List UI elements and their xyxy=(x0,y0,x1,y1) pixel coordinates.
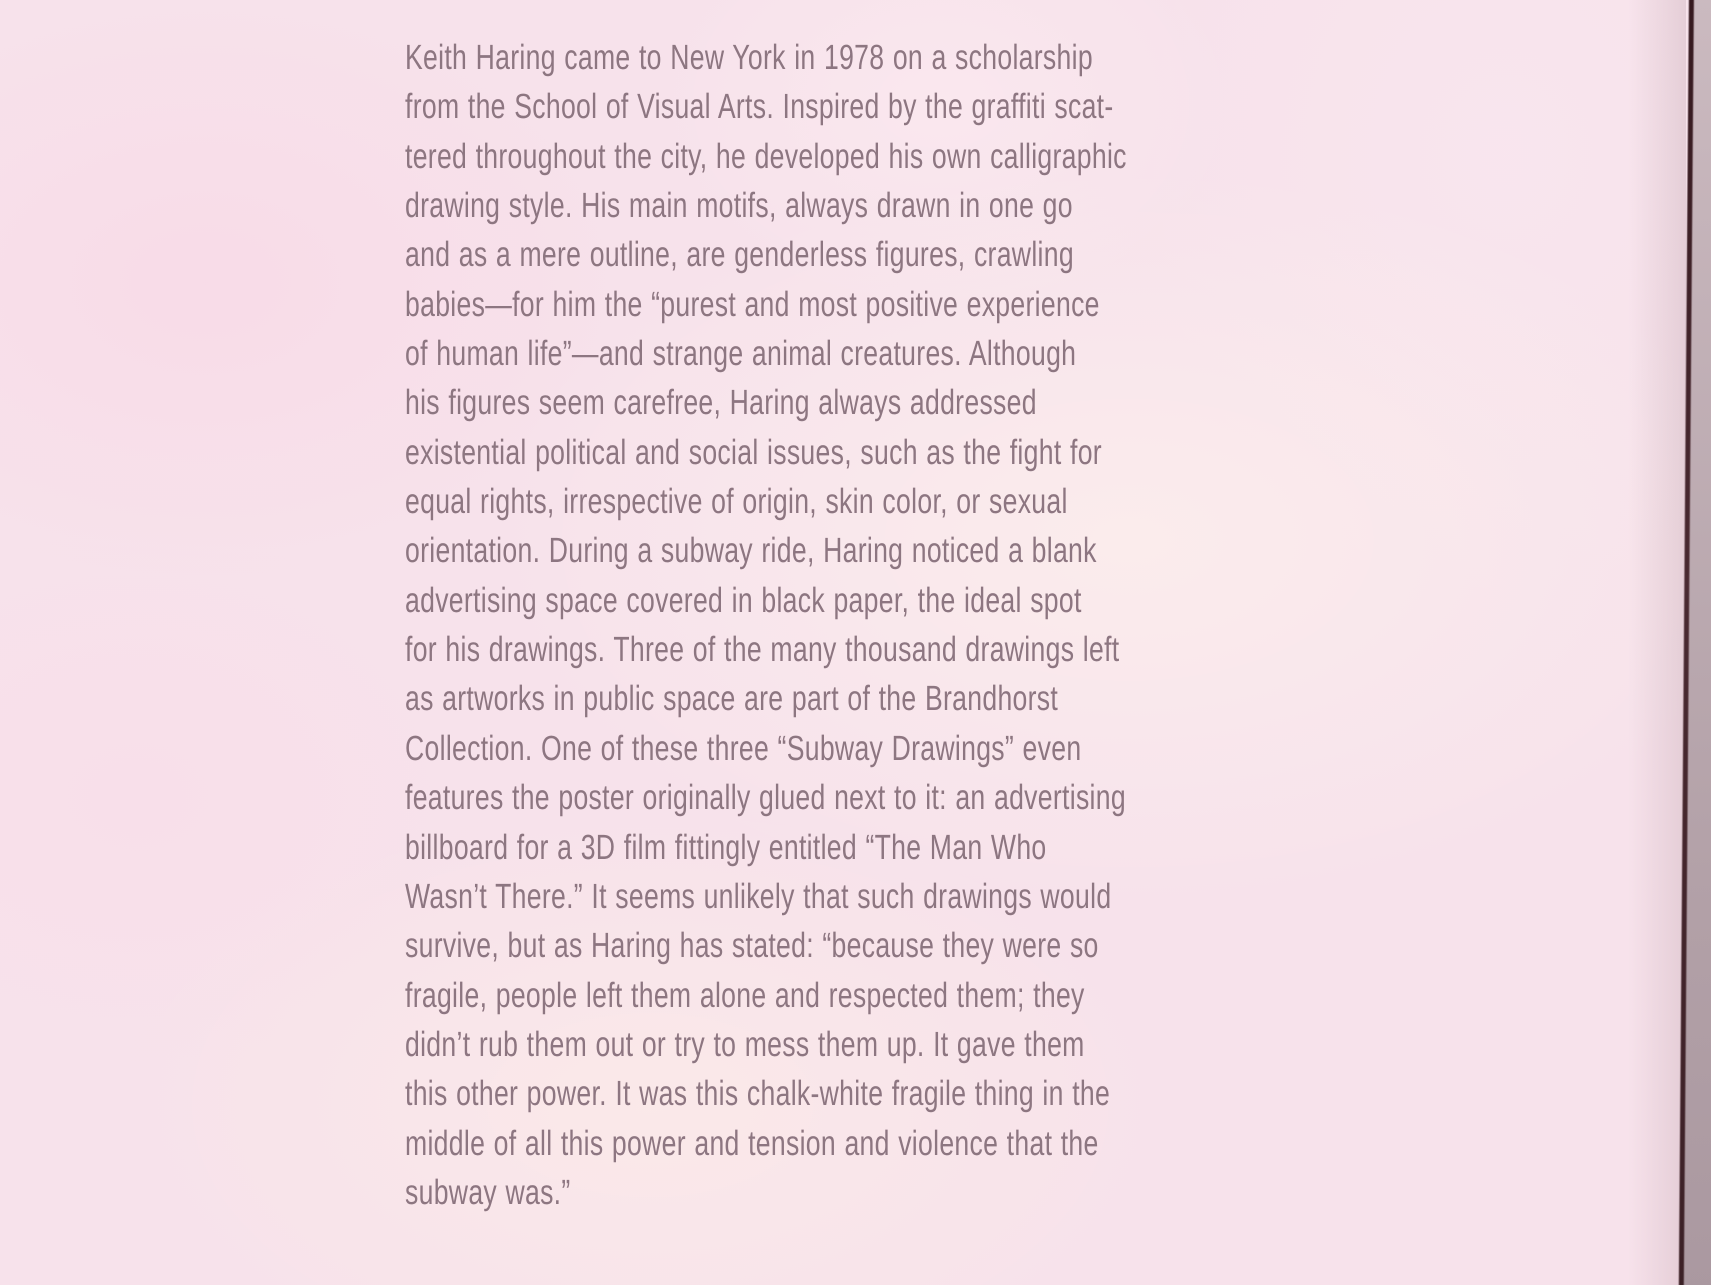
text-line: middle of all this power and tension and violence that the xyxy=(405,1123,1099,1163)
text-line: this other power. It was this chalk-white fragile thing in the xyxy=(405,1074,1111,1114)
text-line: didn’t rub them out or try to mess them up. It gave them xyxy=(405,1024,1085,1064)
text-line: existential political and social issues, such as the fight for xyxy=(405,432,1102,472)
text-line: equal rights, irrespective of origin, skin color, or sexual xyxy=(405,482,1068,522)
text-line: Wasn’t There.” It seems unlikely that such drawings would xyxy=(405,876,1112,916)
text-line: Keith Haring came to New York in 1978 on a scholarship xyxy=(405,38,1093,77)
page-edge-shadow xyxy=(1628,0,1686,1285)
text-line: for his drawings. Three of the many thousand drawings left xyxy=(405,630,1120,670)
text-line: fragile, people left them alone and respected them; they xyxy=(405,975,1085,1015)
text-line: his figures seem carefree, Haring always addressed xyxy=(405,383,1037,423)
text-line: subway was.” xyxy=(405,1172,571,1212)
body-text xyxy=(405,33,1305,1217)
text-line: features the poster originally glued next to it: an advertising xyxy=(405,778,1126,818)
text-line: billboard for a 3D film fittingly entitled “The Man Who xyxy=(405,827,1047,867)
text-line: survive, but as Haring has stated: “because they were so xyxy=(405,926,1099,966)
text-line: tered throughout the city, he developed his own calligraphic xyxy=(405,136,1127,176)
text-line: orientation. During a subway ride, Haring noticed a blank xyxy=(405,531,1097,571)
text-line: of human life”—and strange animal creatures. Although xyxy=(405,334,1077,374)
text-line: babies—for him the “purest and most positive experience xyxy=(405,284,1100,324)
text-line: advertising space covered in black paper, the ideal spot xyxy=(405,580,1082,620)
text-line: drawing style. His main motifs, always drawn in one go xyxy=(405,186,1073,226)
text-line: from the School of Visual Arts. Inspired by the graffiti scat- xyxy=(405,87,1114,127)
text-line: as artworks in public space are part of the Brandhorst xyxy=(405,679,1059,719)
text-line: Collection. One of these three “Subway Drawings” even xyxy=(405,728,1082,768)
text-line: and as a mere outline, are genderless figures, crawling xyxy=(405,235,1074,275)
